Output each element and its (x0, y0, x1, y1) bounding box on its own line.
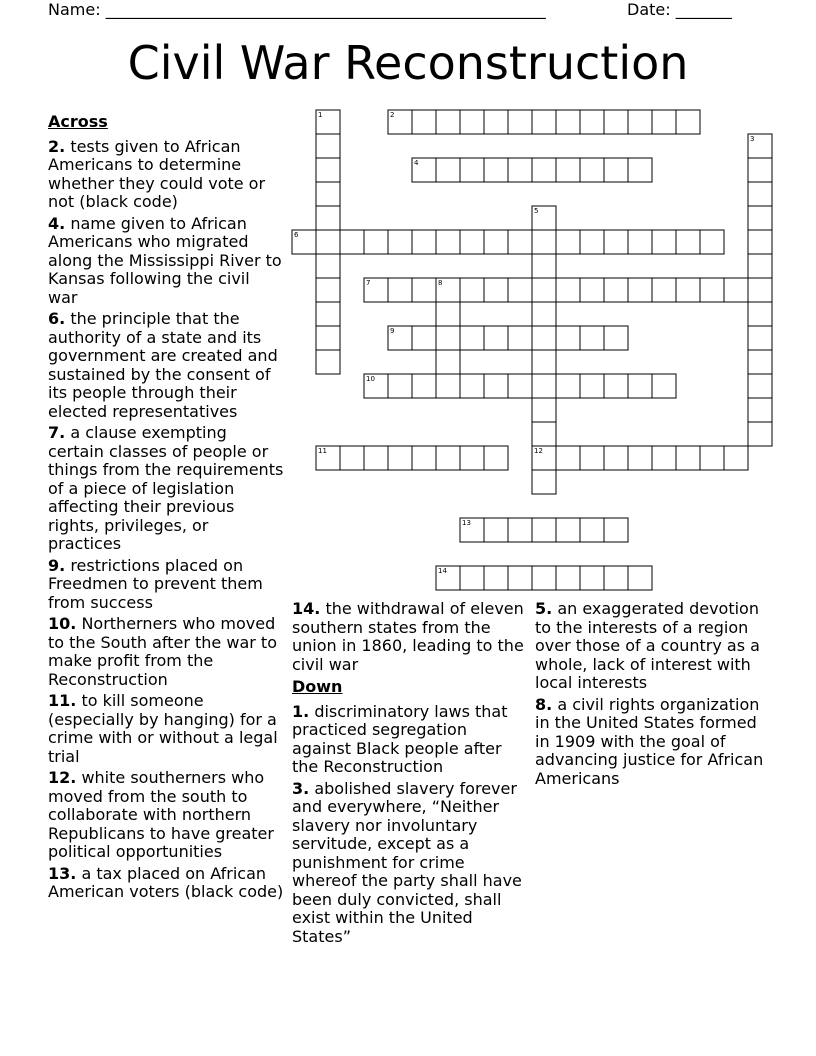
down-heading: Down (292, 677, 343, 696)
grid-cell[interactable] (532, 518, 556, 542)
grid-cell[interactable] (532, 158, 556, 182)
grid-cell[interactable] (580, 446, 604, 470)
grid-cell[interactable] (604, 374, 628, 398)
grid-cell[interactable] (724, 446, 748, 470)
grid-cell[interactable] (484, 230, 508, 254)
grid-cell[interactable] (508, 110, 532, 134)
grid-cell[interactable] (748, 230, 772, 254)
grid-cell[interactable] (628, 158, 652, 182)
grid-cell[interactable] (604, 110, 628, 134)
grid-cell[interactable] (556, 374, 580, 398)
grid-cell[interactable] (532, 230, 556, 254)
grid-cell[interactable] (484, 326, 508, 350)
grid-cell[interactable] (436, 158, 460, 182)
name-label: Name: (48, 0, 101, 19)
grid-cell[interactable] (748, 326, 772, 350)
grid-cell[interactable] (412, 110, 436, 134)
across-clue-6: 6. the principle that the authority of a state and its government are created and sustained by the consent of its people through their elected representatives (48, 309, 278, 421)
grid-cell[interactable] (556, 518, 580, 542)
across-clue-11: 11. to kill someone (especially by hanging) for a crime with or without a legal trial (48, 691, 278, 766)
grid-cell[interactable] (460, 326, 484, 350)
grid-cell[interactable] (604, 158, 628, 182)
grid-cell[interactable] (748, 206, 772, 230)
grid-number-7: 7 (366, 279, 371, 287)
grid-cell[interactable] (484, 110, 508, 134)
grid-cell[interactable] (652, 110, 676, 134)
grid-cell[interactable] (748, 182, 772, 206)
grid-cell[interactable] (580, 110, 604, 134)
grid-cell[interactable] (436, 350, 460, 374)
grid-cell[interactable] (628, 446, 652, 470)
grid-cell[interactable] (532, 422, 556, 446)
grid-cell[interactable] (628, 566, 652, 590)
across-clue-10: 10. Northerners who moved to the South after the war to make profit from the Reconstruction (48, 614, 277, 689)
grid-cell[interactable] (748, 374, 772, 398)
grid-cell[interactable] (556, 326, 580, 350)
grid-cell[interactable] (556, 110, 580, 134)
grid-cell[interactable] (364, 230, 388, 254)
grid-cell[interactable] (388, 374, 412, 398)
grid-cell[interactable] (556, 566, 580, 590)
grid-cell[interactable] (508, 230, 532, 254)
grid-cell[interactable] (436, 374, 460, 398)
grid-cell[interactable] (412, 446, 436, 470)
grid-cell[interactable] (604, 278, 628, 302)
grid-cell[interactable] (316, 326, 340, 350)
grid-cell[interactable] (436, 302, 460, 326)
grid-cell[interactable] (532, 254, 556, 278)
grid-cell[interactable] (748, 254, 772, 278)
grid-cell[interactable] (604, 326, 628, 350)
grid-cell[interactable] (604, 230, 628, 254)
grid-cell[interactable] (700, 446, 724, 470)
date-label: Date: (627, 0, 671, 19)
grid-cell[interactable] (700, 278, 724, 302)
grid-cell[interactable] (580, 158, 604, 182)
grid-number-3: 3 (750, 135, 755, 143)
clue-column-2 (292, 600, 524, 949)
grid-cell[interactable] (628, 110, 652, 134)
grid-cell[interactable] (436, 326, 460, 350)
grid-cell[interactable] (532, 326, 556, 350)
grid-cell[interactable] (460, 446, 484, 470)
grid-cell[interactable] (748, 158, 772, 182)
grid-cell[interactable] (700, 230, 724, 254)
grid-cell[interactable] (580, 518, 604, 542)
grid-cell[interactable] (436, 446, 460, 470)
grid-cell[interactable] (652, 278, 676, 302)
grid-cell[interactable] (388, 278, 412, 302)
grid-cell[interactable] (532, 398, 556, 422)
grid-number-5: 5 (534, 207, 539, 215)
grid-cell[interactable] (460, 374, 484, 398)
clue-column-1 (48, 113, 284, 905)
grid-cell[interactable] (652, 230, 676, 254)
grid-cell[interactable] (316, 134, 340, 158)
grid-cell[interactable] (388, 446, 412, 470)
grid-cell[interactable] (628, 230, 652, 254)
grid-cell[interactable] (580, 566, 604, 590)
date-blank[interactable]: _______ (675, 0, 732, 19)
grid-cell[interactable] (316, 350, 340, 374)
grid-cell[interactable] (316, 182, 340, 206)
across-clue-4: 4. name given to African Americans who migrated along the Mississippi River to Kansas following the civil war (48, 213, 282, 307)
grid-number-13: 13 (462, 519, 471, 527)
grid-cell[interactable] (436, 110, 460, 134)
grid-cell[interactable] (748, 422, 772, 446)
grid-cell[interactable] (580, 230, 604, 254)
grid-cell[interactable] (484, 158, 508, 182)
grid-cell[interactable] (724, 278, 748, 302)
grid-cell[interactable] (748, 350, 772, 374)
grid-cell[interactable] (508, 566, 532, 590)
grid-cell[interactable] (748, 278, 772, 302)
grid-cell[interactable] (532, 302, 556, 326)
across-clue-14: 14. the withdrawal of eleven southern states from the union in 1860, leading to the civil war (292, 599, 524, 674)
grid-number-6: 6 (294, 231, 299, 239)
grid-cell[interactable] (532, 110, 556, 134)
grid-cell[interactable] (676, 230, 700, 254)
grid-cell[interactable] (508, 326, 532, 350)
down-clue-3: 3. abolished slavery forever and everywhere, “Neither slavery nor involuntary servitude, except as a punishment for crime whereof the party shall have been duly convicted, shall exist within the United States” (292, 778, 522, 946)
down-clue-1: 1. discriminatory laws that practiced segregation against Black people after the Reconstruction (292, 701, 508, 776)
grid-cell[interactable] (316, 278, 340, 302)
grid-cell[interactable] (748, 302, 772, 326)
grid-cell[interactable] (604, 446, 628, 470)
across-clue-7: 7. a clause exempting certain classes of people or things from the requirements of a piece of legislation affecting their previous rights, privileges, or practices (48, 423, 284, 553)
across-clue-13: 13. a tax placed on African American voters (black code) (48, 863, 284, 901)
grid-cell[interactable] (532, 350, 556, 374)
grid-cell[interactable] (508, 158, 532, 182)
grid-cell[interactable] (340, 230, 364, 254)
grid-number-14: 14 (438, 567, 447, 575)
across-clue-2: 2. tests given to African Americans to determine whether they could vote or not (black code) (48, 136, 266, 211)
grid-cell[interactable] (532, 470, 556, 494)
grid-cell[interactable] (460, 110, 484, 134)
across-heading: Across (48, 112, 108, 131)
grid-cell[interactable] (508, 518, 532, 542)
grid-cell[interactable] (676, 278, 700, 302)
grid-cell[interactable] (460, 230, 484, 254)
page-title: Civil War Reconstruction (127, 36, 689, 90)
grid-cell[interactable] (508, 374, 532, 398)
grid-cell[interactable] (340, 446, 364, 470)
grid-cell[interactable] (580, 278, 604, 302)
grid-cell[interactable] (676, 446, 700, 470)
grid-number-11: 11 (318, 447, 327, 455)
grid-cell[interactable] (532, 374, 556, 398)
grid-cell[interactable] (748, 398, 772, 422)
grid-cell[interactable] (556, 446, 580, 470)
name-blank[interactable]: _______________________________________________________ (105, 0, 546, 19)
grid-cell[interactable] (628, 278, 652, 302)
grid-cell[interactable] (460, 278, 484, 302)
grid-cell[interactable] (412, 374, 436, 398)
grid-cell[interactable] (580, 374, 604, 398)
grid-cell[interactable] (580, 326, 604, 350)
grid-cell[interactable] (316, 230, 340, 254)
grid-number-2: 2 (390, 111, 395, 119)
grid-number-8: 8 (438, 279, 443, 287)
grid-cell[interactable] (484, 518, 508, 542)
grid-cell[interactable] (484, 374, 508, 398)
grid-cell[interactable] (556, 278, 580, 302)
grid-cell[interactable] (364, 446, 388, 470)
grid-cell[interactable] (652, 446, 676, 470)
grid-cell[interactable] (676, 110, 700, 134)
grid-cell[interactable] (460, 158, 484, 182)
grid-cell[interactable] (652, 374, 676, 398)
grid-cell[interactable] (316, 206, 340, 230)
grid-cell[interactable] (460, 566, 484, 590)
grid-cell[interactable] (628, 374, 652, 398)
down-clue-8: 8. a civil rights organization in the United States formed in 1909 with the goal of advancing justice for African Americans (535, 694, 764, 788)
across-clue-12: 12. white southerners who moved from the south to collaborate with northern Republicans to have greater political opportunities (48, 768, 274, 861)
grid-cell[interactable] (412, 230, 436, 254)
grid-number-9: 9 (390, 327, 395, 335)
grid-cell[interactable] (484, 446, 508, 470)
grid-cell[interactable] (532, 278, 556, 302)
clue-column-3 (535, 600, 775, 791)
grid-cell[interactable] (316, 254, 340, 278)
grid-cell[interactable] (508, 278, 532, 302)
grid-cell[interactable] (556, 158, 580, 182)
grid-cell[interactable] (556, 230, 580, 254)
grid-number-4: 4 (414, 159, 419, 167)
across-clue-9: 9. restrictions placed on Freedmen to prevent them from success (48, 555, 263, 612)
grid-cell[interactable] (604, 566, 628, 590)
grid-number-10: 10 (366, 375, 375, 383)
down-clue-5: 5. an exaggerated devotion to the interests of a region over those of a country as a whole, lack of interest with local interests (535, 599, 760, 692)
grid-cell[interactable] (412, 326, 436, 350)
grid-cell[interactable] (436, 230, 460, 254)
grid-cell[interactable] (316, 158, 340, 182)
grid-cell[interactable] (316, 302, 340, 326)
grid-cell[interactable] (484, 278, 508, 302)
grid-cell[interactable] (604, 518, 628, 542)
grid-cell[interactable] (388, 230, 412, 254)
grid-number-1: 1 (318, 111, 323, 119)
grid-number-12: 12 (534, 447, 543, 455)
grid-cell[interactable] (412, 278, 436, 302)
grid-cell[interactable] (532, 566, 556, 590)
grid-cell[interactable] (484, 566, 508, 590)
